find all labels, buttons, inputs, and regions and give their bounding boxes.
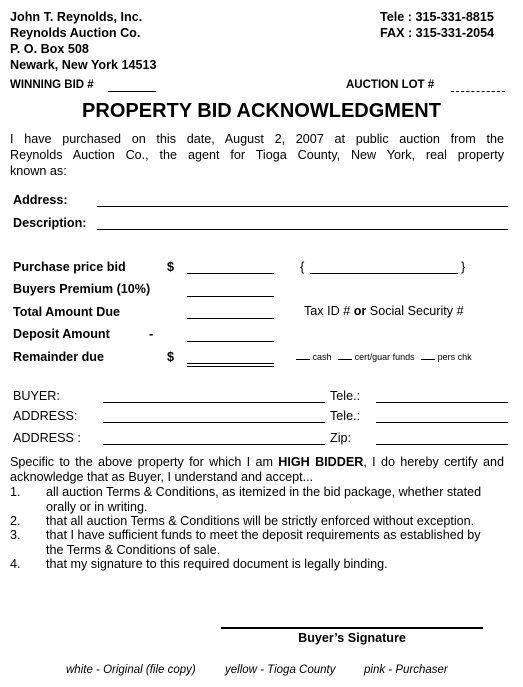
terms-intro-line2: acknowledge that as Buyer, I understand and accept...	[10, 470, 314, 484]
signature-label: Buyer’s Signature	[298, 631, 406, 645]
remainder-due-field[interactable]	[187, 363, 274, 364]
term-number: 4.	[10, 557, 21, 571]
term-item	[46, 557, 506, 572]
total-amount-label: Total Amount Due	[13, 305, 121, 319]
pers-checkbox[interactable]	[421, 359, 435, 360]
buyers-premium-field[interactable]	[187, 296, 274, 297]
auction-lot-field[interactable]	[451, 91, 505, 92]
terms-intro-post: , I do hereby certify and	[363, 455, 505, 469]
buyer-label: BUYER:	[13, 389, 60, 403]
company-line: Reynolds Auction Co.	[10, 26, 141, 40]
term-line: orally or in writing.	[46, 500, 148, 514]
company-block	[10, 9, 157, 73]
high-bidder: HIGH BIDDER	[278, 455, 364, 469]
dollar-sign: $	[167, 350, 175, 364]
fax: FAX : 315-331-2054	[380, 26, 495, 40]
terms-intro-pre: Specific to the above property for which I am	[10, 455, 273, 469]
address2-field[interactable]	[103, 444, 325, 445]
term-item	[46, 485, 506, 515]
tax-id-or: or	[353, 304, 367, 318]
zip-field[interactable]	[376, 444, 508, 445]
term-number: 2.	[10, 514, 21, 528]
address-label: Address:	[13, 193, 68, 207]
deposit-amount-field[interactable]	[187, 341, 274, 342]
term-line: that I have sufficient funds to meet the deposit requirements as established by	[46, 528, 481, 542]
total-amount-field[interactable]	[187, 318, 274, 319]
term-number: 3.	[10, 528, 21, 542]
company-line: John T. Reynolds, Inc.	[10, 10, 143, 24]
document-title: PROPERTY BID ACKNOWLEDGMENT	[82, 100, 441, 122]
tele2-field[interactable]	[376, 422, 508, 423]
tax-id-part1: Tax ID #	[304, 304, 351, 318]
remainder-due-label: Remainder due	[13, 350, 104, 364]
cash-checkbox[interactable]	[296, 359, 310, 360]
company-line: Newark, New York 14513	[10, 58, 157, 72]
purchase-price-field[interactable]	[187, 273, 274, 274]
zip-label: Zip:	[330, 431, 351, 445]
winning-bid-field[interactable]	[108, 91, 156, 92]
tax-id-caption	[304, 304, 464, 318]
address2-label: ADDRESS :	[13, 431, 81, 445]
contact-block	[380, 9, 494, 41]
footer-white: white - Original (file copy)	[66, 664, 196, 676]
address1-field[interactable]	[103, 422, 325, 423]
cert-label: cert/guar funds	[354, 352, 415, 362]
intro-line: I have purchased on this date, August 2, 2007 at public auction from the	[10, 132, 504, 146]
purchase-price-label: Purchase price bid	[13, 260, 126, 274]
deposit-amount-label: Deposit Amount	[13, 327, 110, 341]
dollar-sign: $	[167, 260, 175, 274]
brace-open: {	[300, 259, 305, 274]
term-line: that my signature to this required document is legally binding.	[46, 557, 388, 571]
address-field[interactable]	[97, 206, 508, 207]
term-line: the Terms & Conditions of sale.	[46, 543, 221, 557]
term-line: that all auction Terms & Conditions will be strictly enforced without exception.	[46, 514, 475, 528]
tele2-label: Tele.:	[330, 409, 361, 423]
term-number: 1.	[10, 485, 21, 499]
winning-bid-label: WINNING BID #	[10, 79, 94, 91]
pers-label: pers chk	[437, 352, 472, 362]
buyer-field[interactable]	[103, 402, 325, 403]
brace-close: }	[461, 259, 466, 274]
intro-line: known as:	[10, 164, 67, 178]
signature-field[interactable]	[221, 627, 483, 629]
address1-label: ADDRESS:	[13, 409, 78, 423]
payment-methods	[296, 352, 472, 362]
term-item	[46, 514, 506, 529]
remainder-due-double-line	[187, 366, 274, 367]
description-field[interactable]	[97, 229, 508, 230]
deposit-dash: -	[149, 327, 154, 341]
cert-checkbox[interactable]	[338, 359, 352, 360]
buyers-premium-label: Buyers Premium (10%)	[13, 282, 151, 296]
term-item	[46, 528, 506, 558]
footer-pink: pink - Purchaser	[364, 664, 448, 676]
tele1-field[interactable]	[376, 402, 508, 403]
telephone: Tele : 315-331-8815	[380, 10, 494, 24]
tax-id-field[interactable]	[310, 273, 458, 274]
tele1-label: Tele.:	[330, 389, 361, 403]
company-line: P. O. Box 508	[10, 42, 89, 56]
footer-yellow: yellow - Tioga County	[225, 664, 336, 676]
cash-label: cash	[312, 352, 332, 362]
tax-id-part2: Social Security #	[369, 304, 464, 318]
intro-line: Reynolds Auction Co., the agent for Tioga County, New York, real property	[10, 148, 504, 162]
term-line: all auction Terms & Conditions, as itemized in the bid package, whether stated	[46, 485, 482, 499]
auction-lot-label: AUCTION LOT #	[346, 79, 435, 91]
description-label: Description:	[13, 216, 87, 230]
terms-intro	[10, 455, 504, 470]
